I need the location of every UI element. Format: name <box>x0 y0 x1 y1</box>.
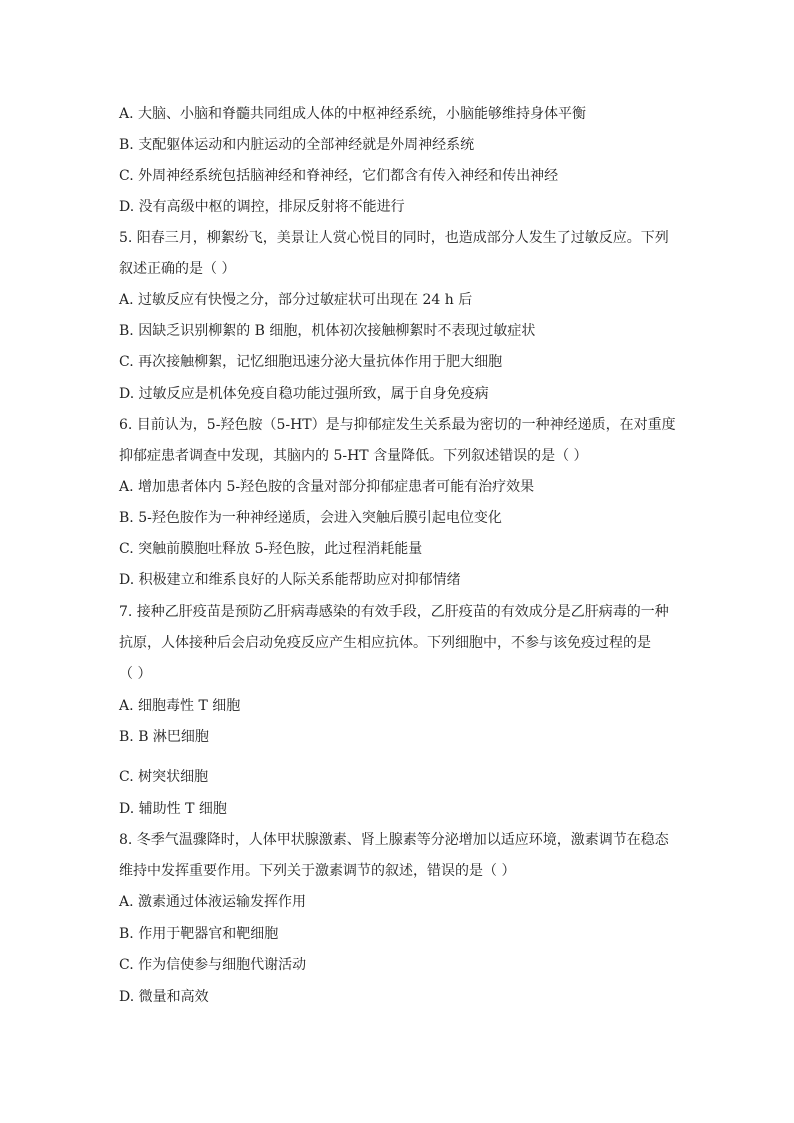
q6-stem-line2: 抑郁症患者调查中发现，其脑内的 5-HT 含量降低。下列叙述错误的是（ ） <box>119 448 588 464</box>
q8-option-c: C. 作为信使参与细胞代谢活动 <box>119 957 307 973</box>
q7-stem-line3: （ ） <box>119 666 152 682</box>
q7-stem-line2: 抗原，人体接种后会启动免疫反应产生相应抗体。下列细胞中，不参与该免疫过程的是 <box>119 635 651 651</box>
q5-option-d: D. 过敏反应是机体免疫自稳功能过强所致，属于自身免疫病 <box>119 386 489 402</box>
q8-stem-line1: 8. 冬季气温骤降时，人体甲状腺激素、肾上腺素等分泌增加以适应环境，激素调节在稳态 <box>119 832 669 848</box>
q6-option-c: C. 突触前膜胞吐释放 5-羟色胺，此过程消耗能量 <box>119 541 423 557</box>
q8-stem-line2: 维持中发挥重要作用。下列关于激素调节的叙述，错误的是（ ） <box>119 863 516 879</box>
q8-option-d: D. 微量和高效 <box>119 989 209 1005</box>
q7-option-a: A. 细胞毒性 T 细胞 <box>119 698 241 714</box>
q5-stem-line1: 5. 阳春三月，柳絮纷飞，美景让人赏心悦目的同时，也造成部分人发生了过敏反应。下列 <box>119 230 669 246</box>
q5-option-c: C. 再次接触柳絮，记忆细胞迅速分泌大量抗体作用于肥大细胞 <box>119 354 503 370</box>
q7-option-b: B. B 淋巴细胞 <box>119 729 209 745</box>
q6-option-b: B. 5-羟色胺作为一种神经递质，会进入突触后膜引起电位变化 <box>119 510 502 526</box>
q7-option-c: C. 树突状细胞 <box>119 769 209 785</box>
q6-option-a: A. 增加患者体内 5-羟色胺的含量对部分抑郁症患者可能有治疗效果 <box>119 479 535 495</box>
q6-option-d: D. 积极建立和维系良好的人际关系能帮助应对抑郁情绪 <box>119 572 461 588</box>
q4-option-a: A. 大脑、小脑和脊髓共同组成人体的中枢神经系统，小脑能够维持身体平衡 <box>119 106 587 122</box>
q5-stem-line2: 叙述正确的是（ ） <box>119 261 236 277</box>
q4-option-c: C. 外周神经系统包括脑神经和脊神经，它们都含有传入神经和传出神经 <box>119 168 559 184</box>
q8-option-a: A. 激素通过体液运输发挥作用 <box>119 894 307 910</box>
q7-stem-line1: 7. 接种乙肝疫苗是预防乙肝病毒感染的有效手段，乙肝疫苗的有效成分是乙肝病毒的一种 <box>119 604 669 620</box>
q4-option-d: D. 没有高级中枢的调控，排尿反射将不能进行 <box>119 199 405 215</box>
q5-option-b: B. 因缺乏识别柳絮的 B 细胞，机体初次接触柳絮时不表现过敏症状 <box>119 323 536 339</box>
q4-option-b: B. 支配躯体运动和内脏运动的全部神经就是外周神经系统 <box>119 137 475 153</box>
q6-stem-line1: 6. 目前认为，5-羟色胺（5-HT）是与抑郁症发生关系最为密切的一种神经递质，在对重度 <box>119 417 676 433</box>
q8-option-b: B. 作用于靶器官和靶细胞 <box>119 926 279 942</box>
q5-option-a: A. 过敏反应有快慢之分，部分过敏症状可出现在 24 h 后 <box>119 292 473 308</box>
q7-option-d: D. 辅助性 T 细胞 <box>119 801 227 817</box>
